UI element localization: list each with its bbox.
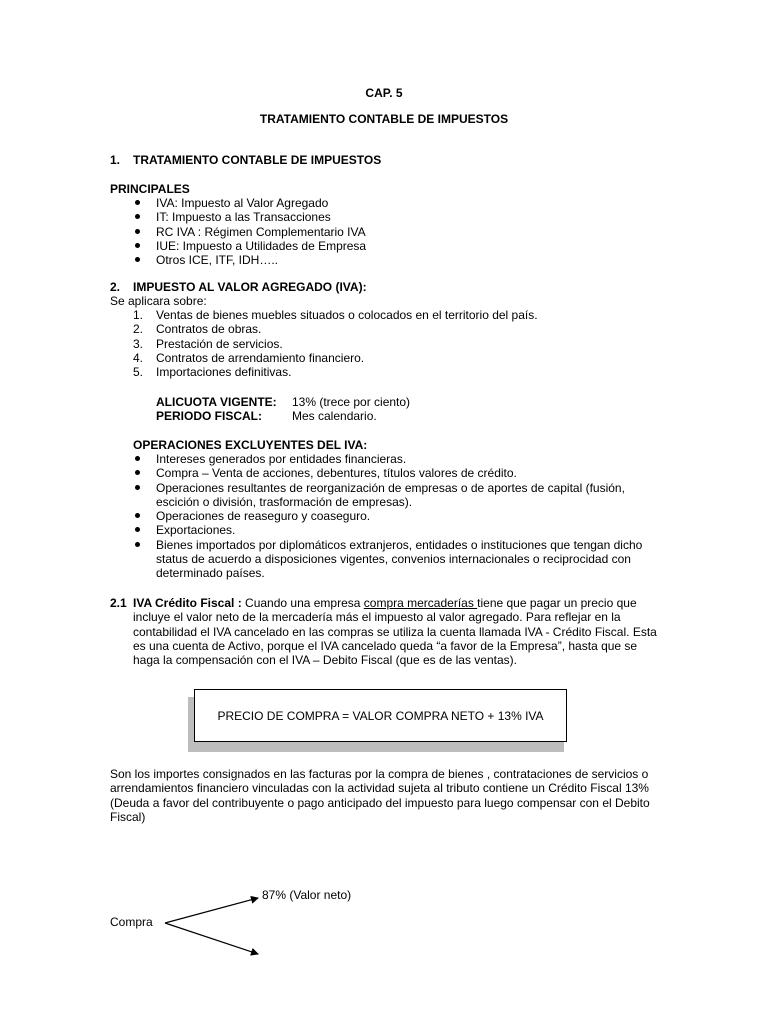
list-item: Otros ICE, ITF, IDH….. — [133, 253, 673, 267]
principales-list — [133, 196, 673, 267]
chapter-label: CAP. 5 — [365, 86, 403, 100]
section-1-number: 1. — [110, 153, 121, 167]
split-arrows-diagram — [160, 890, 270, 962]
section-1-heading: TRATAMIENTO CONTABLE DE IMPUESTOS — [133, 153, 382, 167]
list-item: IVA: Impuesto al Valor Agregado — [133, 196, 673, 210]
list-item: RC IVA : Régimen Complementario IVA — [133, 225, 673, 239]
section-2-number: 2. — [110, 280, 121, 294]
diagram-source-label: Compra — [110, 915, 153, 929]
section-2-heading: IMPUESTO AL VALOR AGREGADO (IVA): — [133, 280, 367, 294]
list-item: 4. Contratos de arrendamiento financiero. — [133, 350, 365, 365]
alicuota-label: ALICUOTA VIGENTE: — [156, 395, 277, 409]
section-2-1-heading: IVA Crédito Fiscal : — [133, 596, 242, 610]
credito-fiscal-paragraph: Son los importes consignados en las facturas por la compra de bienes , contrataciones de servicios o arrendamientos financiero vinculadas con la actividad sujeta al tributo contiene un Crédito Fiscal 13% (Deuda a favor del contribuyente o pago anticipado del impuesto para luego compensar con el Debito Fiscal) — [110, 767, 650, 824]
list-number: 1. — [133, 308, 144, 322]
periodo-value: Mes calendario. — [292, 409, 377, 423]
list-number: 4. — [133, 350, 144, 365]
list-number: 5. — [133, 365, 144, 380]
iva-applies-list — [133, 308, 673, 379]
list-item: Compra – Venta de acciones, debentures, títulos valores de crédito. — [133, 466, 663, 480]
list-item: 3. Prestación de servicios. — [133, 336, 283, 351]
branch-top-label: 87% (Valor neto) — [262, 888, 352, 902]
list-item: IUE: Impuesto a Utilidades de Empresa — [133, 239, 673, 253]
underlined-phrase: compra mercaderías — [363, 596, 478, 610]
list-item: 5. Importaciones definitivas. — [133, 365, 292, 380]
excluyentes-list — [133, 452, 663, 581]
arrow-down — [165, 923, 258, 954]
section-2-1-number: 2.1 — [110, 596, 127, 610]
formula-text: PRECIO DE COMPRA = VALOR COMPRA NETO + 13% IVA — [217, 708, 544, 723]
alicuota-value: 13% (trece por ciento) — [292, 395, 411, 409]
list-item: 2. Contratos de obras. — [133, 322, 262, 337]
arrow-up — [165, 898, 258, 923]
periodo-label: PERIODO FISCAL: — [156, 409, 263, 423]
list-item: Operaciones resultantes de reorganización de empresas o de aportes de capital (fusión, escición o división, trasformación de empresas). — [133, 481, 663, 510]
principales-heading: PRINCIPALES — [110, 182, 190, 196]
list-item: Intereses generados por entidades financieras. — [133, 452, 663, 466]
list-item: IT: Impuesto a las Transacciones — [133, 210, 673, 224]
list-item: 1. Ventas de bienes muebles situados o colocados en el territorio del país. — [133, 308, 538, 322]
list-item: Operaciones de reaseguro y coaseguro. — [133, 509, 663, 523]
page-title: TRATAMIENTO CONTABLE DE IMPUESTOS — [259, 112, 509, 126]
section-2-1-paragraph: IVA Crédito Fiscal : Cuando una empresa compra mercaderías tiene que pagar un precio que incluye el valor neto de la mercadería más el impuesto al valor agregado. Para reflejar en la contabilidad el IVA cancelado en las compras se utiliza la cuenta llamada IVA - Crédito Fiscal. Esta es una cuenta de Activo, porque el IVA cancelado queda “a favor de la Empresa”, hasta que se haga la compensación con el IVA – Debito Fiscal (que es de las ventas). — [133, 596, 657, 668]
list-number: 3. — [133, 336, 144, 351]
list-item: Bienes importados por diplomáticos extranjeros, entidades o instituciones que tengan dicho status de acuerdo a disposiciones vigentes, convenios internacionales o reciprocidad con determinado países. — [133, 538, 663, 581]
excluyentes-heading: OPERACIONES EXCLUYENTES DEL IVA: — [133, 438, 368, 452]
list-number: 2. — [133, 322, 144, 337]
formula-box — [194, 689, 567, 742]
list-item: Exportaciones. — [133, 523, 663, 537]
section-2-intro: Se aplicara sobre: — [110, 294, 207, 308]
